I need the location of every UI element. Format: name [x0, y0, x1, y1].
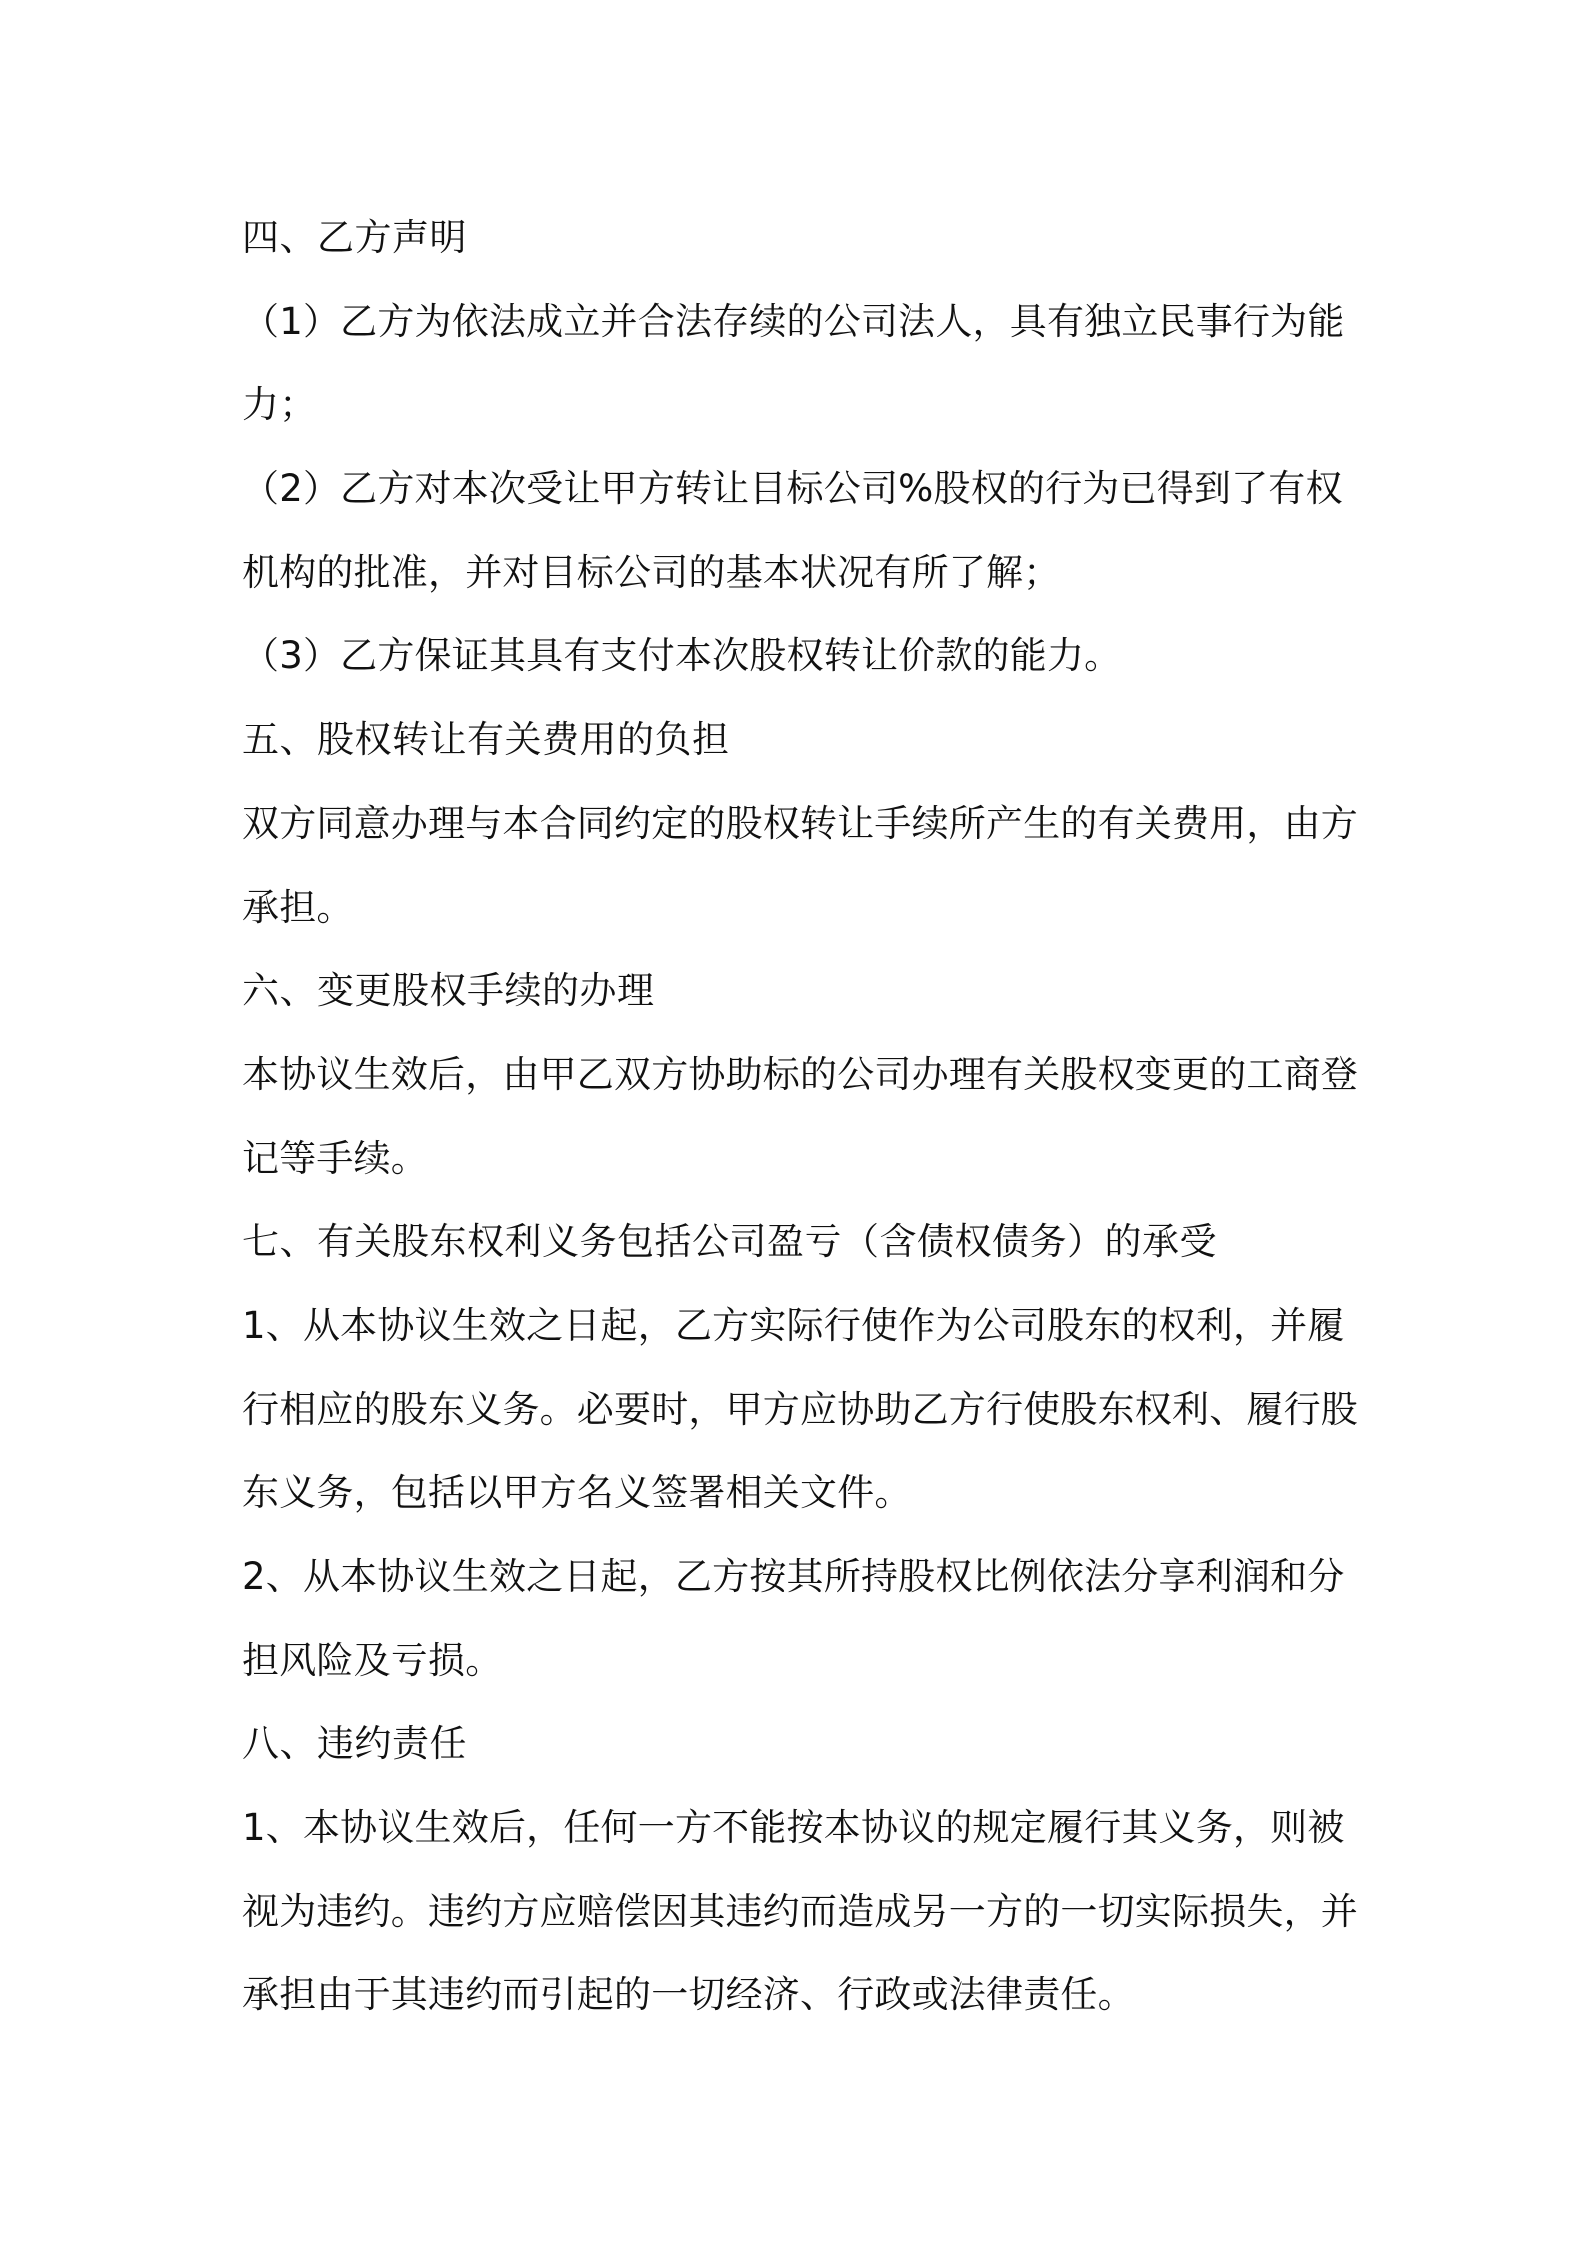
paragraph-line: 2、从本协议生效之日起，乙方按其所持股权比例依法分享利润和分: [242, 1555, 1345, 1598]
paragraph-line: 记等手续。: [242, 1136, 428, 1180]
section-heading-5: 五、股权转让有关费用的负担: [242, 718, 730, 762]
section-heading-7: 七、有关股东权利义务包括公司盈亏（含债权债务）的承受: [242, 1220, 1217, 1264]
paragraph-line: 本协议生效后，由甲乙双方协助标的公司办理有关股权变更的工商登: [242, 1052, 1358, 1096]
paragraph-line: （3）乙方保证其具有支付本次股权转让价款的能力。: [242, 634, 1122, 678]
paragraph-line: 双方同意办理与本合同约定的股权转让手续所产生的有关费用，由方: [242, 801, 1358, 845]
paragraph-line: （2）乙方对本次受让甲方转让目标公司%股权的行为已得到了有权: [242, 467, 1343, 511]
paragraph-line: （1）乙方为依法成立并合法存续的公司法人，具有独立民事行为能: [242, 299, 1345, 343]
paragraph-line: 行相应的股东义务。必要时，甲方应协助乙方行使股东权利、履行股: [242, 1387, 1358, 1431]
paragraph-line: 担风险及亏损。: [242, 1638, 503, 1682]
paragraph-line: 视为违约。违约方应赔偿因其违约而造成另一方的一切实际损失，并: [242, 1889, 1358, 1933]
document-body: [242, 196, 1360, 2037]
section-heading-8: 八、违约责任: [242, 1722, 467, 1766]
paragraph-line: 东义务，包括以甲方名义签署相关文件。: [242, 1471, 912, 1515]
paragraph-line: 力；: [242, 383, 317, 427]
paragraph-line: 承担由于其违约而引起的一切经济、行政或法律责任。: [242, 1973, 1135, 2017]
paragraph-line: 1、从本协议生效之日起，乙方实际行使作为公司股东的权利，并履: [242, 1303, 1345, 1347]
paragraph-line: 机构的批准，并对目标公司的基本状况有所了解；: [242, 550, 1061, 594]
paragraph-line: 承担。: [242, 885, 354, 929]
paragraph-line: 1、本协议生效后，任何一方不能按本协议的规定履行其义务，则被: [242, 1806, 1345, 1850]
section-heading-4: 四、乙方声明: [242, 216, 467, 259]
section-heading-6: 六、变更股权手续的办理: [242, 969, 655, 1013]
